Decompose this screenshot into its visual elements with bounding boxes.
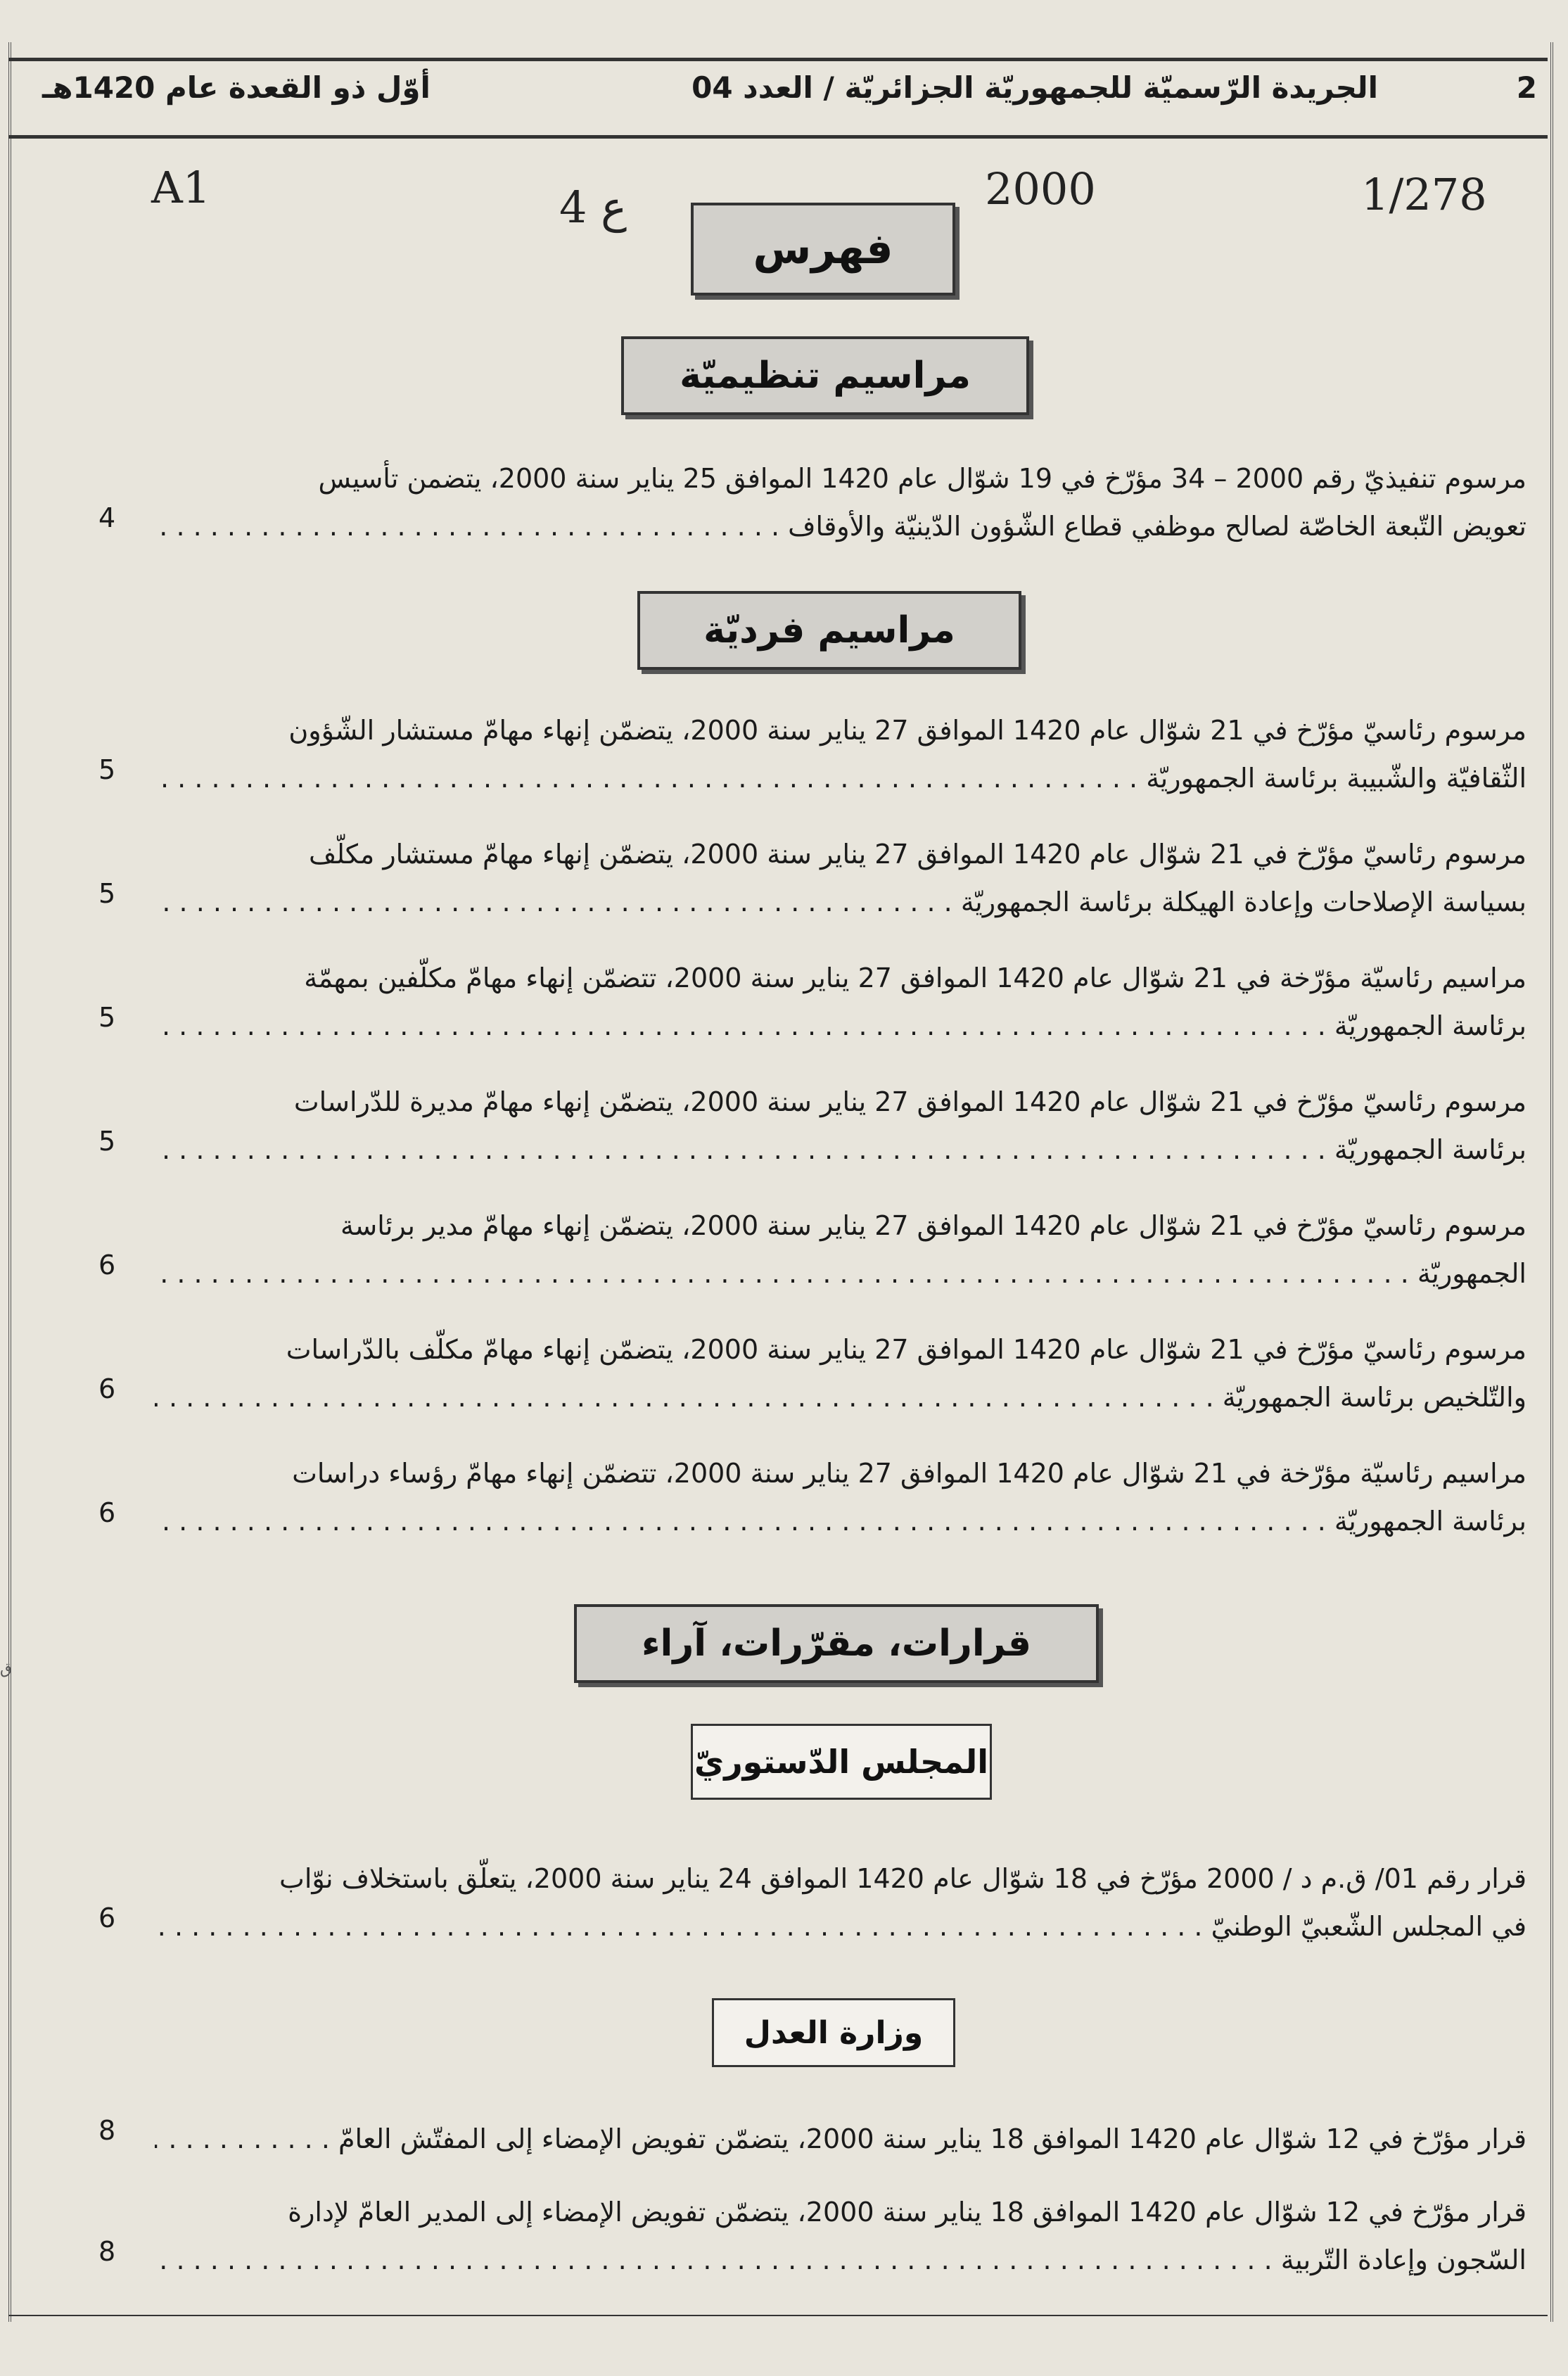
- entry-text-line2: الثّقافيّة والشّبيبة برئاسة الجمهوريّة . . .: [155, 754, 1526, 802]
- entry-text-line2: برئاسة الجمهوريّة . . .: [155, 1497, 1526, 1545]
- issue-date: أوّل ذو القعدة عام 1420هـ: [42, 70, 431, 105]
- handwritten-note-center: 2000: [985, 163, 1096, 215]
- entry-text-line1: مراسيم رئاسيّة مؤرّخة في 21 شوّال عام 1420 الموافق 27 يناير سنة 2000، تتضمّن إنهاء مهامّ مكلّفين بمهمّة: [304, 963, 1526, 993]
- subsection-title-ministry-of-justice: وزارة العدل: [712, 1998, 955, 2067]
- page-ref[interactable]: 4: [98, 502, 116, 533]
- section-title-regulatory: مراسيم تنظيميّة: [621, 336, 1029, 415]
- entry-text-line2: برئاسة الجمهوريّة . . .: [155, 1126, 1526, 1174]
- footer-rule: [8, 2315, 1548, 2316]
- entry-text-line1: مرسوم رئاسيّ مؤرّخ في 21 شوّال عام 1420 الموافق 27 يناير سنة 2000، يتضمّن إنهاء مهامّ مدير برئاسة: [340, 1210, 1526, 1241]
- entry-text-line1: مراسيم رئاسيّة مؤرّخة في 21 شوّال عام 1420 الموافق 27 يناير سنة 2000، تتضمّن إنهاء مهامّ رؤساء دراسات: [292, 1458, 1526, 1489]
- entry-text-line2: برئاسة الجمهوريّة . . .: [155, 1002, 1526, 1050]
- entry-text-line2: السّجون وإعادة التّربية . . .: [155, 2236, 1526, 2284]
- section-title-individual: مراسيم فرديّة: [637, 591, 1021, 670]
- entry-text-line2: في المجلس الشّعبيّ الوطنيّ . . .: [155, 1902, 1526, 1950]
- entry-text-line1: قرار رقم 01/ ق.م د / 2000 مؤرّخ في 18 شوّال عام 1420 الموافق 24 يناير سنة 2000، يتعلّق باستخلاف نوّاب: [279, 1863, 1526, 1894]
- toc-entry-individual-7[interactable]: [155, 1449, 1526, 1545]
- toc-entry-justice-2[interactable]: [155, 2188, 1526, 2284]
- page-ref[interactable]: 6: [98, 1250, 116, 1281]
- page-ref[interactable]: 6: [98, 1497, 116, 1528]
- toc-entry-justice-1[interactable]: [155, 2115, 1526, 2163]
- toc-entry-individual-4[interactable]: [155, 1078, 1526, 1174]
- entry-text-line2: والتّلخيص برئاسة الجمهوريّة . . .: [155, 1373, 1526, 1421]
- entry-text-line1: مرسوم رئاسيّ مؤرّخ في 21 شوّال عام 1420 الموافق 27 يناير سنة 2000، يتضمّن إنهاء مهامّ مديرة للدّراسات: [293, 1086, 1526, 1117]
- page-ref[interactable]: 6: [98, 1902, 116, 1933]
- header-top-rule: [8, 58, 1548, 61]
- section-title-decisions: قرارات، مقرّرات، آراء: [574, 1604, 1099, 1683]
- toc-entry-council-1[interactable]: [155, 1855, 1526, 1950]
- page-ref[interactable]: 5: [98, 754, 116, 785]
- entry-text-line2: الجمهوريّة . . .: [155, 1250, 1526, 1297]
- subsection-title-constitutional-council: المجلس الدّستوريّ: [691, 1724, 992, 1800]
- toc-entry-individual-3[interactable]: [155, 954, 1526, 1050]
- page-ref[interactable]: 5: [98, 878, 116, 909]
- handwritten-note-right: 1/278: [1361, 169, 1487, 220]
- toc-entry-individual-2[interactable]: [155, 830, 1526, 926]
- entry-text-line1: مرسوم تنفيذيّ رقم 2000 – 34 مؤرّخ في 19 شوّال عام 1420 الموافق 25 يناير سنة 2000، يتضمن تأسيس: [318, 463, 1526, 494]
- entry-text-line2: بسياسة الإصلاحات وإعادة الهيكلة برئاسة الجمهوريّة . . .: [155, 878, 1526, 926]
- handwritten-note-left: A1: [151, 162, 211, 213]
- entry-text-line1: مرسوم رئاسيّ مؤرّخ في 21 شوّال عام 1420 الموافق 27 يناير سنة 2000، يتضمّن إنهاء مهامّ مكلّف بالدّراسات: [286, 1334, 1526, 1365]
- entry-text-line1: مرسوم رئاسيّ مؤرّخ في 21 شوّال عام 1420 الموافق 27 يناير سنة 2000، يتضمّن إنهاء مهامّ مستشار مكلّف: [308, 839, 1526, 870]
- entry-text-line1: قرار مؤرّخ في 12 شوّال عام 1420 الموافق 18 يناير سنة 2000، يتضمّن تفويض الإمضاء إلى المفتّش العامّ . . .: [155, 2115, 1526, 2163]
- page-ref[interactable]: 6: [98, 1373, 116, 1404]
- toc-title: فهرس: [691, 203, 955, 296]
- header-bottom-rule: [8, 135, 1548, 139]
- gazette-title: الجريدة الرّسميّة للجمهوريّة الجزائريّة / العدد 04: [691, 70, 1378, 105]
- toc-entry-regulatory-1[interactable]: [155, 455, 1526, 550]
- page-ref[interactable]: 8: [98, 2115, 116, 2146]
- entry-text-line2: تعويض التّبعة الخاصّة لصالح موظفي قطاع الشّؤون الدّينيّة والأوقاف . . .: [155, 502, 1526, 550]
- page-ref[interactable]: 5: [98, 1126, 116, 1157]
- toc-entry-individual-1[interactable]: [155, 706, 1526, 802]
- entry-text-line1: مرسوم رئاسيّ مؤرّخ في 21 شوّال عام 1420 الموافق 27 يناير سنة 2000، يتضمّن إنهاء مهامّ مستشار الشّؤون: [288, 715, 1526, 746]
- page-ref[interactable]: 8: [98, 2236, 116, 2267]
- toc-entry-individual-5[interactable]: [155, 1202, 1526, 1297]
- handwritten-note-center-left: 4 ع: [559, 182, 627, 233]
- entry-text-line1: قرار مؤرّخ في 12 شوّال عام 1420 الموافق 18 يناير سنة 2000، يتضمّن تفويض الإمضاء إلى المدير العامّ لإدارة: [288, 2197, 1526, 2228]
- toc-entry-individual-6[interactable]: [155, 1326, 1526, 1421]
- edge-mark: ق: [0, 1660, 13, 1678]
- page-number: 2: [1516, 70, 1537, 105]
- page-ref[interactable]: 5: [98, 1002, 116, 1033]
